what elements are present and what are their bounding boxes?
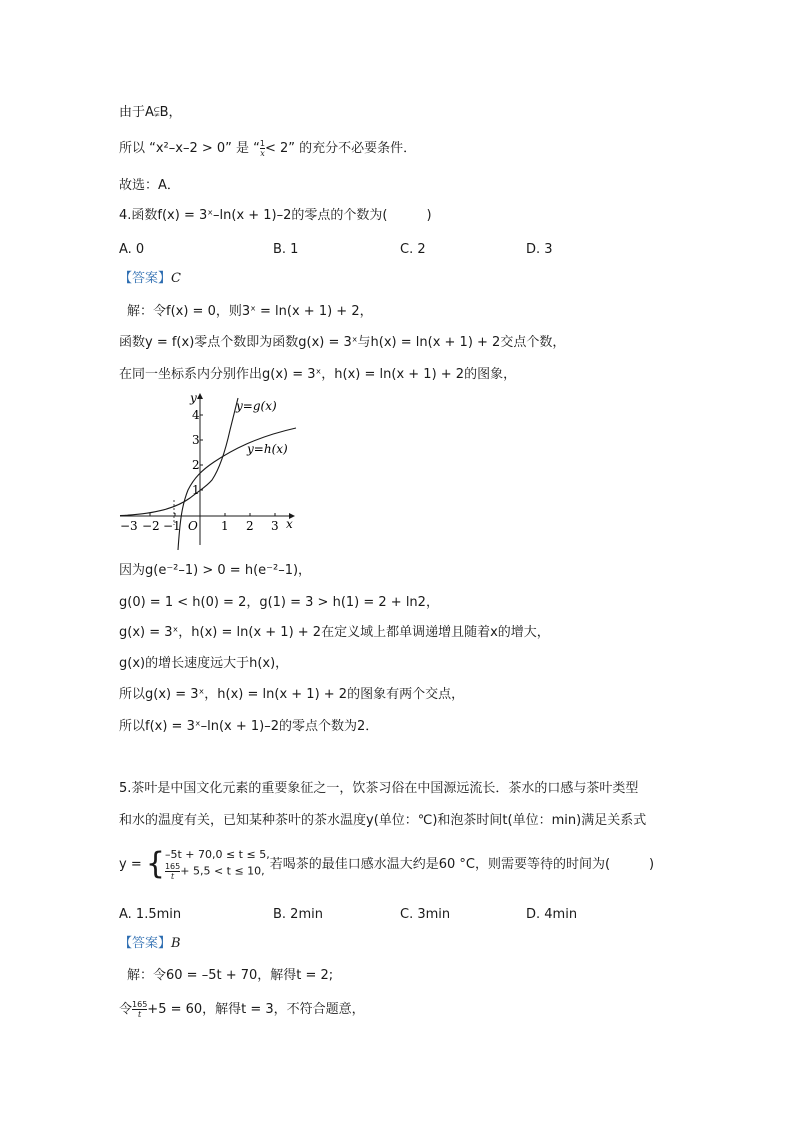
q4-option-c: C. 2 bbox=[400, 242, 426, 257]
q4-option-b: B. 1 bbox=[273, 242, 299, 257]
solution-line-1: 解：令f(x) = 0，则3ˣ = ln(x + 1) + 2， bbox=[127, 304, 373, 319]
y-tick-label: 1 bbox=[192, 483, 200, 497]
solution-line-3: 在同一坐标系内分别作出g(x) = 3ˣ，h(x) = ln(x + 1) + 2的图象， bbox=[119, 367, 517, 382]
q4-answer: 【答案】C bbox=[119, 271, 181, 286]
line-1: 由于A⫋B， bbox=[119, 105, 182, 120]
q5-option-c: C. 3min bbox=[400, 907, 451, 922]
piecewise-cases: –5t + 70,0 ≤ t ≤ 5, $\frac{165}{t}$ + 5,5 < t ≤ 10, bbox=[164, 848, 270, 881]
q4-option-d: D. 3 bbox=[526, 242, 553, 257]
q4-option-a: A. 0 bbox=[119, 242, 145, 257]
y-tick-label: 2 bbox=[192, 458, 200, 472]
solution-line-6: g(x) = 3ˣ，h(x) = ln(x + 1) + 2在定义域上都单调递增且随着x的增大， bbox=[119, 625, 550, 640]
y-tick-label: 3 bbox=[192, 433, 200, 447]
piecewise-brace: { bbox=[145, 846, 165, 882]
origin-label: O bbox=[188, 519, 198, 533]
x-tick-label: 2 bbox=[246, 519, 254, 533]
line-3: 故选：A． bbox=[119, 178, 180, 193]
solution-line-8: 所以g(x) = 3ˣ，h(x) = ln(x + 1) + 2的图象有两个交点， bbox=[119, 687, 465, 702]
solution-line-9: 所以f(x) = 3ˣ–ln(x + 1)–2的零点个数为2． bbox=[119, 719, 379, 734]
x-tick-label: −1 bbox=[163, 519, 181, 533]
q5-answer: 【答案】B bbox=[119, 936, 181, 951]
graph-label-g: y=g(x) bbox=[236, 399, 277, 413]
solution-line-4: 因为g(e⁻²–1) > 0 = h(e⁻²–1)， bbox=[119, 563, 312, 578]
question-5-line-1: 5.茶叶是中国文化元素的重要象征之一，饮茶习俗在中国源远流长．茶水的口感与茶叶类型 bbox=[119, 781, 639, 796]
axis-label-y: y bbox=[190, 391, 197, 405]
graph-label-h: y=h(x) bbox=[247, 442, 288, 456]
x-tick-label: −3 bbox=[120, 519, 138, 533]
solution-line-5: g(0) = 1 < h(0) = 2，g(1) = 3 > h(1) = 2 + ln2， bbox=[119, 595, 439, 610]
function-graph bbox=[116, 390, 316, 550]
solution-line-7: g(x)的增长速度远大于h(x)， bbox=[119, 656, 289, 671]
q5-solution-line-1: 解：令60 = –5t + 70，解得t = 2; bbox=[127, 968, 334, 983]
x-tick-label: −2 bbox=[142, 519, 160, 533]
curve-g bbox=[120, 398, 238, 516]
y-tick-label: 4 bbox=[192, 408, 200, 422]
x-tick-label: 1 bbox=[221, 519, 229, 533]
q5-option-a: A. 1.5min bbox=[119, 907, 182, 922]
q5-option-d: D. 4min bbox=[526, 907, 578, 922]
axis-label-x: x bbox=[286, 517, 293, 531]
fraction-1-over-x: $\frac{1}{x}$ bbox=[259, 139, 265, 158]
solution-line-2: 函数y = f(x)零点个数即为函数g(x) = 3ˣ与h(x) = ln(x + 1) + 2交点个数， bbox=[119, 335, 566, 350]
q5-option-b: B. 2min bbox=[273, 907, 323, 922]
line-2: 所以 “x²–x–2 > 0” 是 “ $\frac{1}{x}$ < 2” 的充分不必要条件． bbox=[119, 139, 417, 158]
question-4: 4.函数f(x) = 3ˣ–ln(x + 1)–2的零点的个数为( ) bbox=[119, 208, 432, 223]
question-5-line-3: y = { –5t + 70,0 ≤ t ≤ 5, $\frac{165}{t}$ + 5,5 < t ≤ 10, 若喝茶的最佳口感水温大约是60 °C，则需要等待的时间为( ) bbox=[119, 846, 655, 882]
question-5-line-2: 和水的温度有关，已知某种茶叶的茶水温度y(单位：℃)和泡茶时间t(单位：min)满足关系式 bbox=[119, 813, 647, 828]
x-tick-label: 3 bbox=[271, 519, 279, 533]
q5-solution-line-2: 令 $\frac{165}{t}$ +5 = 60，解得t = 3，不符合题意， bbox=[119, 1000, 365, 1019]
